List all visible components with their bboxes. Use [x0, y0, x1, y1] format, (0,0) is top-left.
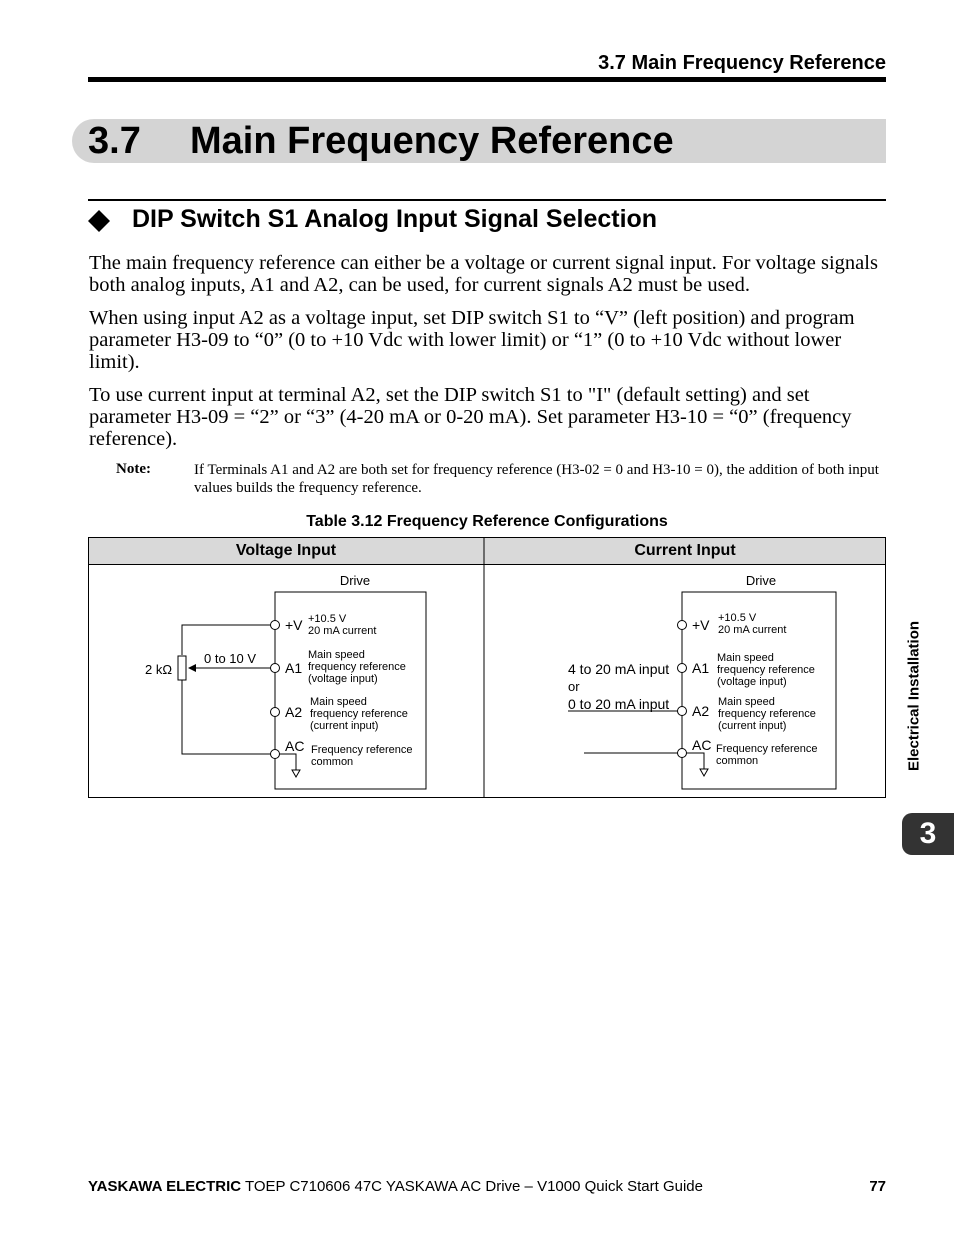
terminal-label-a1: A1: [692, 660, 710, 676]
chapter-title: Main Frequency Reference: [190, 120, 674, 162]
table-header-voltage-input: Voltage Input: [88, 537, 484, 564]
terminal-a1-icon: [678, 664, 687, 673]
terminal-label-a2: A2: [692, 703, 710, 719]
terminal-plus-v-icon: [678, 621, 687, 630]
desc-ac-line-1: Frequency reference: [716, 743, 818, 755]
potentiometer-label: 2 kΩ: [145, 662, 173, 677]
terminal-label-ac: AC: [692, 737, 712, 753]
desc-plus-v-line-1: +10.5 V: [308, 613, 347, 625]
ground-icon: [292, 770, 300, 777]
desc-a2-line-3: (current input): [310, 720, 379, 732]
desc-a1-line-2: frequency reference: [308, 661, 406, 673]
terminal-ac-icon: [271, 750, 280, 759]
desc-a2-line-2: frequency reference: [310, 708, 408, 720]
current-input-label-2: 0 to 20 mA input: [568, 696, 670, 712]
voltage-wire-ac: [182, 680, 271, 754]
desc-a1-line-2: frequency reference: [717, 664, 815, 676]
ground-icon: [700, 769, 708, 776]
footer-document-info: [88, 1178, 703, 1195]
desc-a1-line-3: (voltage input): [308, 673, 378, 685]
terminal-label-a2: A2: [285, 704, 303, 720]
footer-document: TOEP C710606 47C YASKAWA AC Drive – V1000 Quick Start Guide: [241, 1178, 703, 1195]
table-caption: Table 3.12 Frequency Reference Configurations: [306, 513, 668, 530]
terminal-a2-icon: [271, 708, 280, 717]
desc-ac-line-2: common: [311, 756, 354, 768]
wiring-diagrams: [88, 537, 886, 798]
desc-a1-line-1: Main speed: [717, 652, 774, 664]
terminal-ac-icon: [678, 749, 687, 758]
current-input-diagram: [568, 573, 836, 789]
terminal-label-plus-v: +V: [692, 617, 710, 633]
desc-a2-line-3: (current input): [718, 720, 787, 732]
potentiometer-icon: [178, 656, 186, 680]
voltage-ground-wire: [279, 754, 296, 770]
running-header: 3.7 Main Frequency Reference: [598, 52, 886, 74]
desc-a2-line-1: Main speed: [310, 696, 367, 708]
current-input-label-1: 4 to 20 mA input: [568, 661, 670, 677]
desc-plus-v-line-2: 20 mA current: [718, 624, 787, 636]
chapter-tab: 3: [902, 813, 954, 855]
terminal-label-ac: AC: [285, 738, 305, 754]
page-number: 77: [869, 1178, 886, 1195]
body-paragraph-3: To use current input at terminal A2, set the DIP switch S1 to "I" (default setting) and set parameter H3-09 = “2” or “3” (4-20 mA or 0-20 mA). Set parameter H3-10 = “0” (frequency reference).: [89, 384, 852, 450]
chapter-heading-bar: [72, 119, 886, 163]
diamond-bullet-icon: [88, 210, 110, 232]
section-title: DIP Switch S1 Analog Input Signal Selection: [132, 205, 658, 233]
desc-ac-line-2: common: [716, 755, 759, 767]
current-drive-label: Drive: [745, 573, 777, 588]
desc-a1-line-1: Main speed: [308, 649, 365, 661]
header-rule: [88, 77, 886, 82]
note-label: Note:: [116, 461, 151, 477]
desc-plus-v-line-2: 20 mA current: [308, 625, 377, 637]
desc-ac-line-1: Frequency reference: [311, 744, 413, 756]
body-paragraph-1: The main frequency reference can either be a voltage or current signal input. For voltage signals both analog inputs, A1 and A2, can be used, for current signals A2 must be used.: [89, 252, 878, 296]
terminal-plus-v-icon: [271, 621, 280, 630]
voltage-range-label: 0 to 10 V: [204, 651, 257, 666]
terminal-a1-icon: [271, 664, 280, 673]
section-rule: [88, 199, 886, 201]
voltage-input-diagram: [145, 573, 426, 789]
side-tab-label: Electrical Installation: [905, 620, 923, 772]
desc-a2-line-2: frequency reference: [718, 708, 816, 720]
desc-a1-line-3: (voltage input): [717, 676, 787, 688]
note-text: If Terminals A1 and A2 are both set for frequency reference (H3-02 = 0 and H3-10 = 0), the addition of both input values builds the frequency reference.: [194, 462, 879, 496]
table-header-current-input: Current Input: [484, 537, 886, 564]
terminal-a2-icon: [678, 707, 687, 716]
chapter-number: 3.7: [88, 120, 141, 162]
frequency-reference-table: [88, 537, 886, 798]
body-paragraph-2: When using input A2 as a voltage input, set DIP switch S1 to “V” (left position) and program parameter H3-09 to “0” (0 to +10 Vdc with lower limit) or “1” (0 to +10 Vdc without lower limit).: [89, 307, 855, 373]
current-ground-wire: [686, 753, 704, 769]
footer-brand: YASKAWA ELECTRIC: [88, 1178, 242, 1195]
desc-a2-line-1: Main speed: [718, 696, 775, 708]
current-input-label-or: or: [568, 679, 580, 694]
voltage-drive-label: Drive: [339, 573, 371, 588]
terminal-label-a1: A1: [285, 660, 303, 676]
wiper-arrow-icon: [188, 664, 196, 672]
desc-plus-v-line-1: +10.5 V: [718, 612, 757, 624]
terminal-label-plus-v: +V: [285, 617, 303, 633]
